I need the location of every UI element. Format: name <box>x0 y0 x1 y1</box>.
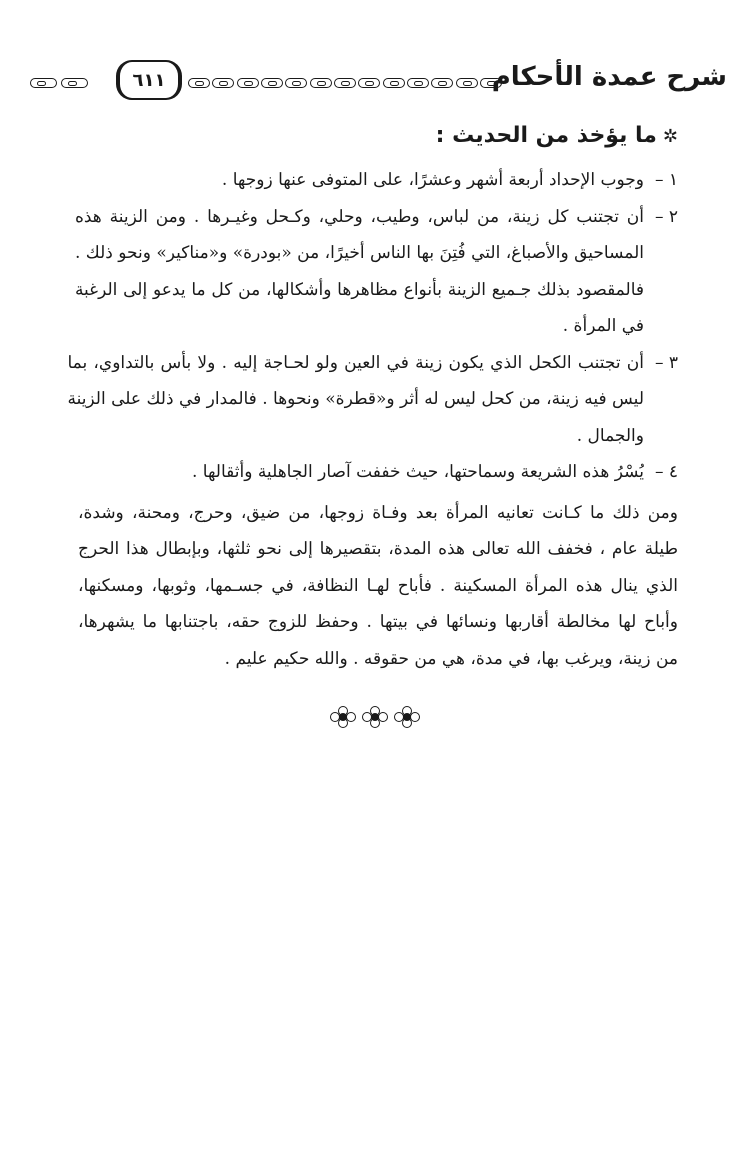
text-line: أن تجتنب الكحل الذي يكون زينة في العين ولو لحـاجة إليه . ولا بأس بالتداوي، بما <box>67 352 644 373</box>
header-chain-ornament-short <box>30 78 88 88</box>
chain-ornament-icon <box>480 78 502 88</box>
list-item-text <box>67 345 644 455</box>
chain-ornament-icon <box>407 78 429 88</box>
book-title: شرح عمدة الأحكام <box>491 62 727 92</box>
chain-ornament-icon <box>383 78 405 88</box>
list-item-number: ٤ – <box>654 462 678 482</box>
list-item <box>67 345 678 455</box>
text-line: يُسْرُ هذه الشريعة وسماحتها، حيث خففت آصار الجاهلية وأثقالها . <box>191 462 644 482</box>
chain-ornament-icon <box>310 78 332 88</box>
chain-ornament-icon <box>212 78 234 88</box>
chain-ornament-icon <box>334 78 356 88</box>
text-line: وأباح لها مخالطة أقاربها ونسائها في بيتها . وحفظ للزوج حقه، باجتنابها ما يشهرها، <box>78 612 678 632</box>
list-item <box>78 162 678 199</box>
page-header <box>0 58 755 108</box>
end-ornament <box>330 706 420 730</box>
text-line: فالمقصود بذلك جـميع الزينة بأنواع مظاهرها وأشكالها، من كل ما يدعو إلى الرغبة <box>74 279 644 300</box>
section-heading-text: ما يؤخذ من الحديث : <box>435 123 657 148</box>
text-line: من زينة، ويرغب بها، في مدة، هي من حقوقه . والله حكيم عليم . <box>224 648 678 669</box>
page-number: ٦١١ <box>132 69 166 91</box>
chain-ornament-icon <box>237 78 259 88</box>
chain-ornament-icon <box>285 78 307 88</box>
text-line: في المرأة . <box>562 316 644 336</box>
header-chain-ornament-long <box>188 78 502 88</box>
text-line: طيلة عام ، فخفف الله تعالى هذه المدة، بتقصيرها إلى نحو ثلثها، وبإبطال هذا الحرج <box>78 539 678 559</box>
list-item-number: ١ – <box>654 170 678 190</box>
text-line: ومن ذلك ما كـانت تعانيه المرأة بعد وفـاة زوجها، من ضيق، وحرج، ومحنة، وشدة، <box>78 502 678 523</box>
list-item <box>78 454 678 491</box>
page-number-badge <box>116 60 182 100</box>
page-content <box>67 118 678 677</box>
flower-ornament-icon <box>394 706 420 728</box>
text-line: الذي ينال هذه المرأة المسكينة . فأباح لهـا النظافة، في جسـمها، وثوبها، ومسكنها، <box>78 575 678 596</box>
section-heading <box>78 118 678 154</box>
list-item-text <box>75 199 644 345</box>
closing-paragraph <box>78 495 678 678</box>
star-icon: ✲ <box>662 126 678 147</box>
chain-ornament-icon <box>188 78 210 88</box>
flower-ornament-icon <box>330 706 356 728</box>
list-item-number: ٣ – <box>654 352 678 373</box>
chain-ornament-icon <box>30 78 57 88</box>
chain-ornament-icon <box>61 78 88 88</box>
chain-ornament-icon <box>261 78 283 88</box>
text-line: والجمال . <box>576 425 644 446</box>
text-line: أن تجتنب كل زينة، من لباس، وطيب، وحلي، وكـحل وغيـرها . ومن الزينة هذه <box>74 206 644 227</box>
chain-ornament-icon <box>431 78 453 88</box>
text-line: ليس فيه زينة، من كحل ليس له أثر و«قطرة» ونحوها . فالمدار في ذلك على الزينة <box>67 389 644 409</box>
text-line: المساحيق والأصباغ، التي فُتِنَ بها الناس أخيرًا، من «بودرة» و«مناكير» ونحو ذلك . <box>74 243 644 263</box>
list-item-text <box>78 162 644 199</box>
list-item-text <box>78 454 644 491</box>
list-item-number: ٢ – <box>654 206 678 227</box>
flower-ornament-icon <box>362 706 388 728</box>
list-item <box>74 199 678 345</box>
text-line: وجوب الإحداد أربعة أشهر وعشرًا، على المتوفى عنها زوجها . <box>221 170 644 190</box>
chain-ornament-icon <box>456 78 478 88</box>
chain-ornament-icon <box>358 78 380 88</box>
